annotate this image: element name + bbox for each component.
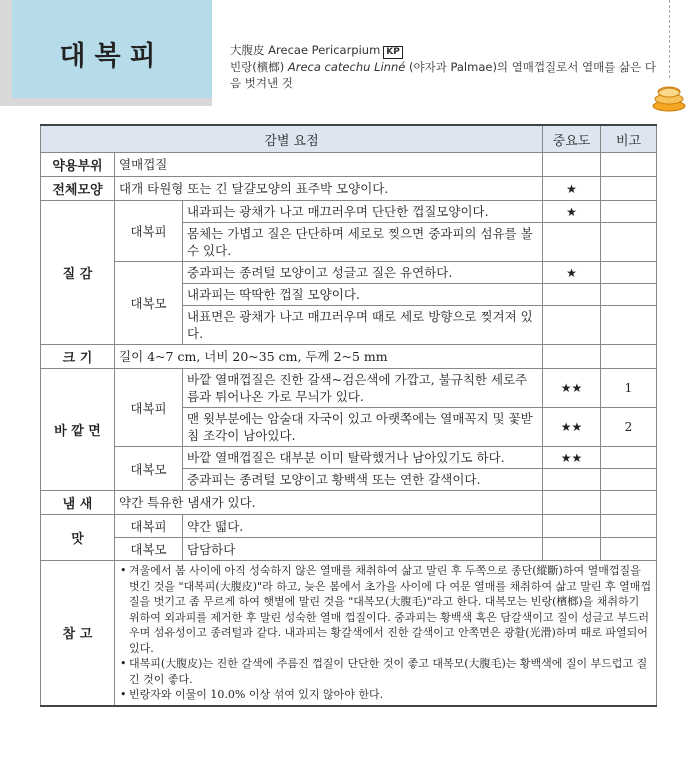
texture-mo-text-1: 중과피는 종려털 모양이고 성글고 질은 유연하다. (183, 262, 543, 284)
texture-mo-text-3: 내표면은 광채가 나고 매끄러우며 때로 세로 방향으로 찢겨져 있다. (183, 306, 543, 345)
header-note: 비고 (601, 125, 657, 153)
origin-description (230, 59, 660, 91)
surface-pi-text-2: 맨 윗부분에는 암술대 자국이 있고 아랫쪽에는 열매꼭지 및 꽃받침 조각이 남아있다. (183, 408, 543, 447)
herb-description (230, 42, 660, 91)
page-header (0, 0, 695, 106)
reference-item: • 겨울에서 봄 사이에 아직 성숙하지 않은 열매를 채취하여 삶고 말린 후 두쪽으로 종단(縱斷)하여 열매껍질을 벗긴 것을 "대복피(大腹皮)"라 하고, 늦은 봄에서 초가을 사이에 다 여문 열매를 채취하여 삶고 말린 후 열매껍질을 벗기고 좀 무르게 하여 햇볕에 말린 것을 "대복모(大腹毛)"라고 한다. 대복모는 빈랑(檳榔)을 채취하기 위하여 외과피를 제거한 후 말린 성숙한 열매 껍질이다. 중과피는 황백색 혹은 담갈색이고 질이 성글고 부드러우며 섬유성이고 종려털과 같다. 내과피는 황갈색에서 진한 갈색이고 안쪽면은 광활(光滑)하며 때로 파열되어 있다. (129, 563, 652, 656)
surface-mo-label: 대복모 (115, 447, 183, 491)
origin-post: (야자과 Palmae)의 열매껍질로서 열매를 삶은 다음 벗겨낸 것 (230, 60, 656, 90)
surface-pi-note-1: 1 (601, 369, 657, 408)
reference-notes (115, 561, 657, 706)
row-smell (41, 491, 657, 515)
page-title: 대복피 (59, 41, 165, 72)
latin-name: 大腹皮 Arecae Pericarpium (230, 43, 381, 57)
surface-pi-text-1: 바깥 열매껍질은 진한 갈색~검은색에 가깝고, 불규칙한 세로주름과 튀어나온 가로 무늬가 있다. (183, 369, 543, 408)
texture-pi-importance-1: ★ (543, 201, 601, 223)
kp-badge: KP (383, 46, 403, 59)
row-taste-pi (41, 515, 657, 538)
texture-pi-text-2: 몸체는 가볍고 질은 단단하며 세로로 찢으면 중과피의 섬유를 볼 수 있다. (183, 223, 543, 262)
surface-mo-importance-1: ★★ (543, 447, 601, 469)
surface-mo-text-2: 중과피는 종려털 모양이고 황백색 또는 연한 갈색이다. (183, 469, 543, 491)
reference-item: • 빈랑자와 이물이 10.0% 이상 섞여 있지 않아야 한다. (129, 687, 652, 703)
shape-importance: ★ (543, 177, 601, 201)
row-reference (41, 561, 657, 706)
row-texture-mo-1 (41, 262, 657, 284)
row-texture-pi-1 (41, 201, 657, 223)
origin-pre: 빈랑(檳榔) (230, 60, 288, 74)
label-reference: 참 고 (41, 561, 115, 706)
label-size: 크 기 (41, 345, 115, 369)
surface-mo-text-1: 바깥 열매껍질은 대부분 이미 탈락했거나 남아있기도 하다. (183, 447, 543, 469)
row-shape (41, 177, 657, 201)
table-header-row (41, 125, 657, 153)
texture-mo-label: 대복모 (115, 262, 183, 345)
label-texture: 질 감 (41, 201, 115, 345)
surface-pi-importance-1: ★★ (543, 369, 601, 408)
row-surface-pi-1 (41, 369, 657, 408)
texture-mo-text-2: 내과피는 딱딱한 껍질 모양이다. (183, 284, 543, 306)
surface-pi-note-2: 2 (601, 408, 657, 447)
label-surface: 바 깥 면 (41, 369, 115, 491)
identification-table (40, 124, 657, 707)
shape-text: 대개 타원형 또는 긴 달걀모양의 표주박 모양이다. (115, 177, 543, 201)
row-surface-mo-1 (41, 447, 657, 469)
herb-stack-icon (651, 82, 687, 112)
smell-text: 약간 특유한 냄새가 있다. (115, 491, 543, 515)
label-usage: 약용부위 (41, 153, 115, 177)
taste-mo-text: 담담하다 (183, 538, 543, 561)
texture-pi-label: 대복피 (115, 201, 183, 262)
label-shape: 전체모양 (41, 177, 115, 201)
row-usage (41, 153, 657, 177)
row-taste-mo (41, 538, 657, 561)
size-text: 길이 4~7 cm, 너비 20~35 cm, 두께 2~5 mm (115, 345, 543, 369)
usage-text: 열매껍질 (115, 153, 543, 177)
texture-mo-importance-1: ★ (543, 262, 601, 284)
margin-guide-line (669, 0, 670, 78)
surface-pi-label: 대복피 (115, 369, 183, 447)
header-key-points: 감별 요점 (41, 125, 543, 153)
label-smell: 냄 새 (41, 491, 115, 515)
latin-name-line (230, 42, 660, 59)
row-size (41, 345, 657, 369)
surface-pi-importance-2: ★★ (543, 408, 601, 447)
header-importance: 중요도 (543, 125, 601, 153)
reference-item: • 대복피(大腹皮)는 진한 갈색에 주름진 껍질이 단단한 것이 좋고 대복모(大腹毛)는 황백색에 질이 부드럽고 질긴 것이 좋다. (129, 656, 652, 687)
taste-pi-text: 약간 떫다. (183, 515, 543, 538)
label-taste: 맛 (41, 515, 115, 561)
texture-pi-text-1: 내과피는 광채가 나고 매끄러우며 단단한 껍질모양이다. (183, 201, 543, 223)
species-name: Areca catechu Linné (287, 60, 406, 74)
taste-pi-label: 대복피 (115, 515, 183, 538)
taste-mo-label: 대복모 (115, 538, 183, 561)
